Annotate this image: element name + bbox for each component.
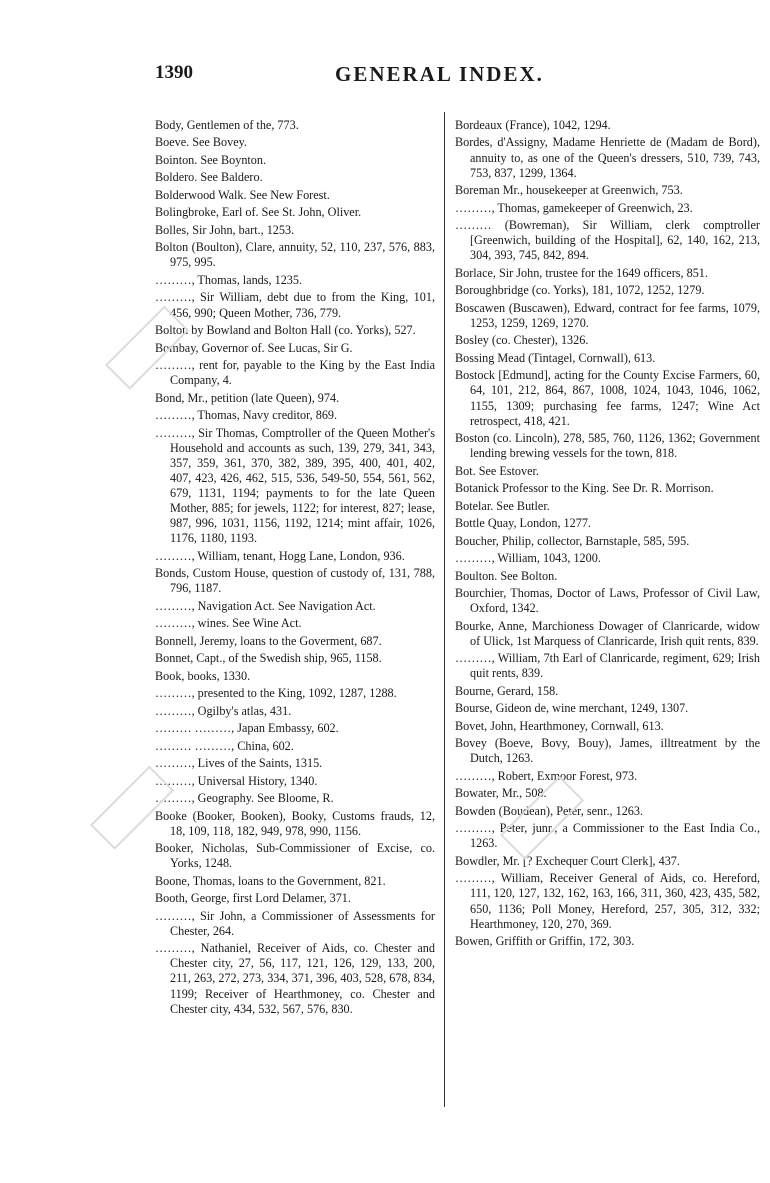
index-entry: ………, Thomas, gamekeeper of Greenwich, 23. (455, 200, 693, 215)
index-entry: ………, presented to the King, 1092, 1287, 1288. (155, 686, 397, 701)
index-entry: Bordes, d'Assigny, Madame Henriette de (Madam de Bord), annuity to, as one of the Queen's dressers, 510, 739, 743, 753, 837, 1299, 1364. (455, 135, 760, 180)
index-entry: ………, Thomas, Navy creditor, 869. (155, 408, 338, 423)
index-entry: Booth, George, first Lord Delamer, 371. (155, 891, 351, 906)
index-entry: Bolingbroke, Earl of. See St. John, Oliver. (155, 205, 362, 220)
index-entry: ………, Thomas, lands, 1235. (155, 272, 303, 287)
index-entry: Bolton (Boulton), Clare, annuity, 52, 110, 237, 576, 883, 975, 995. (155, 240, 435, 270)
index-entry: Boreman Mr., housekeeper at Greenwich, 753. (455, 183, 683, 198)
index-entry: Body, Gentlemen of the, 773. (155, 118, 299, 132)
index-entry: ………, Lives of the Saints, 1315. (155, 756, 323, 771)
index-entry: ………, rent for, payable to the King by the East India Company, 4. (155, 358, 435, 388)
index-entry: ………, wines. See Wine Act. (155, 616, 302, 631)
index-entry: Bourchier, Thomas, Doctor of Laws, Professor of Civil Law, Oxford, 1342. (455, 586, 760, 616)
index-entry: Boucher, Philip, collector, Barnstaple, 585, 595. (455, 533, 690, 548)
index-entry: Bordeaux (France), 1042, 1294. (455, 118, 611, 132)
index-entry: Bosley (co. Chester), 1326. (455, 333, 589, 348)
index-entry: ………, Navigation Act. See Navigation Act. (155, 598, 376, 613)
index-entry: Boone, Thomas, loans to the Government, 821. (155, 873, 386, 888)
index-entry: Bond, Mr., petition (late Queen), 974. (155, 390, 340, 405)
index-entry: Boston (co. Lincoln), 278, 585, 760, 1126, 1362; Government lending brewing vessels for the town, 818. (455, 431, 760, 461)
index-column-left (155, 118, 435, 1019)
index-entry: Bostock [Edmund], acting for the County Excise Farmers, 60, 64, 101, 212, 864, 867, 1008, 1024, 1043, 1046, 1062, 1155, 1309; purchasing fee farms, 1247; Wine Act retrospect, 418, 421. (455, 368, 760, 428)
index-entry: Boroughbridge (co. Yorks), 181, 1072, 1252, 1279. (455, 283, 705, 298)
index-entry: ………, William, Receiver General of Aids, co. Hereford, 111, 120, 127, 132, 162, 163, 166, 311, 360, 423, 435, 582, 650, 1136; Poll Money, Hereford, 257, 305, 312, 332; Hearthmoney, 120, 270, 369. (455, 871, 760, 931)
index-entry: ………, William, 7th Earl of Clanricarde, regiment, 629; Irish quit rents, 839. (455, 651, 760, 681)
index-entry: ……… (Bowreman), Sir William, clerk comptroller [Greenwich, building of the Hospital], 62, 140, 162, 213, 304, 393, 745, 842, 894. (455, 218, 760, 263)
index-entry: ………, Peter, junr., a Commissioner to the East India Co., 1263. (455, 821, 760, 851)
index-entry: Bottle Quay, London, 1277. (455, 516, 591, 531)
index-entry: Bointon. See Boynton. (155, 152, 267, 167)
index-entry: Bourke, Anne, Marchioness Dowager of Clanricarde, widow of Ulick, 1st Marquess of Clanricarde, Irish quit rents, 839. (455, 618, 760, 648)
index-entry: ……… ………, China, 602. (155, 738, 294, 753)
index-entry: Boscawen (Buscawen), Edward, contract for fee farms, 1079, 1253, 1259, 1269, 1270. (455, 300, 760, 330)
index-entry: Bombay, Governor of. See Lucas, Sir G. (155, 340, 353, 355)
index-entry: Botanick Professor to the King. See Dr. R. Morrison. (455, 481, 714, 496)
index-entry: Bourse, Gideon de, wine merchant, 1249, 1307. (455, 701, 689, 716)
index-entry: Bossing Mead (Tintagel, Cornwall), 613. (455, 350, 656, 365)
index-column-right (455, 118, 760, 952)
index-entry: Bovey (Boeve, Bovy, Bouy), James, illtreatment by the Dutch, 1263. (455, 736, 760, 766)
page-number: 1390 (155, 62, 193, 83)
index-entry: Bolles, Sir John, bart., 1253. (155, 222, 295, 237)
index-entry: ………, Geography. See Bloome, R. (155, 791, 334, 806)
index-entry: Bowdler, Mr. [? Exchequer Court Clerk], 437. (455, 853, 680, 868)
index-entry: Bonnell, Jeremy, loans to the Goverment, 687. (155, 633, 382, 648)
index-entry: Boldero. See Baldero. (155, 170, 263, 185)
index-entry: Botelar. See Butler. (455, 498, 550, 513)
index-entry: ………, Sir William, debt due to from the King, 101, 456, 990; Queen Mother, 736, 779. (155, 290, 435, 320)
index-entry: Borlace, Sir John, trustee for the 1649 officers, 851. (455, 265, 708, 280)
index-entry: Boeve. See Bovey. (155, 135, 247, 150)
index-entry: Bovet, John, Hearthmoney, Cornwall, 613. (455, 718, 664, 733)
index-entry: ………, Sir John, a Commissioner of Assessments for Chester, 264. (155, 908, 435, 938)
index-entry: Bolton by Bowland and Bolton Hall (co. Yorks), 527. (155, 323, 416, 338)
index-entry: ………, Sir Thomas, Comptroller of the Queen Mother's Household and accounts as such, 139, 279, 341, 343, 357, 359, 361, 370, 382, 389, 395, 400, 401, 402, 407, 423, 426, 462, 515, 536, 549-50, 554, 561, 562, 679, 1131, 1194; payments to for the late Queen Mother, 885; for jewels, 1122; for interest, 827; lease, 987, 996, 1031, 1156, 1192, 1214; mint affair, 1026, 1176, 1180, 1193. (155, 425, 435, 546)
index-entry: ………, William, tenant, Hogg Lane, London, 936. (155, 548, 405, 563)
index-entry: Bonds, Custom House, question of custody of, 131, 788, 796, 1187. (155, 566, 435, 596)
index-entry: ………, William, 1043, 1200. (455, 551, 601, 566)
index-entry: ………, Robert, Exmoor Forest, 973. (455, 768, 638, 783)
index-entry: Boulton. See Bolton. (455, 568, 558, 583)
index-entry: Bot. See Estover. (455, 463, 539, 478)
page-header (155, 62, 760, 92)
index-entry: Bowden (Boudean), Peter, senr., 1263. (455, 803, 644, 818)
index-entry: Bourne, Gerard, 158. (455, 683, 559, 698)
index-entry: Bonnet, Capt., of the Swedish ship, 965, 1158. (155, 651, 382, 666)
index-entry: ……… ………, Japan Embassy, 602. (155, 721, 339, 736)
index-entry: Bowen, Griffith or Griffin, 172, 303. (455, 934, 635, 949)
column-divider (444, 112, 445, 1107)
index-entry: Book, books, 1330. (155, 668, 251, 683)
index-entry: Bowater, Mr., 508. (455, 786, 547, 801)
index-entry: ………, Ogilby's atlas, 431. (155, 703, 292, 718)
index-entry: Bolderwood Walk. See New Forest. (155, 187, 330, 202)
index-entry: Booke (Booker, Booken), Booky, Customs frauds, 12, 18, 109, 118, 182, 949, 978, 990, 1156. (155, 808, 435, 838)
running-title: GENERAL INDEX. (335, 62, 544, 86)
index-entry: ………, Universal History, 1340. (155, 773, 318, 788)
index-entry: Booker, Nicholas, Sub-Commissioner of Excise, co. Yorks, 1248. (155, 841, 435, 871)
index-entry: ………, Nathaniel, Receiver of Aids, co. Chester and Chester city, 27, 56, 117, 121, 126, 129, 133, 200, 211, 263, 272, 273, 334, 371, 396, 403, 528, 678, 834, 1199; Receiver of Hearthmoney, co. Chester and Chester city, 434, 532, 567, 576, 830. (155, 941, 435, 1016)
